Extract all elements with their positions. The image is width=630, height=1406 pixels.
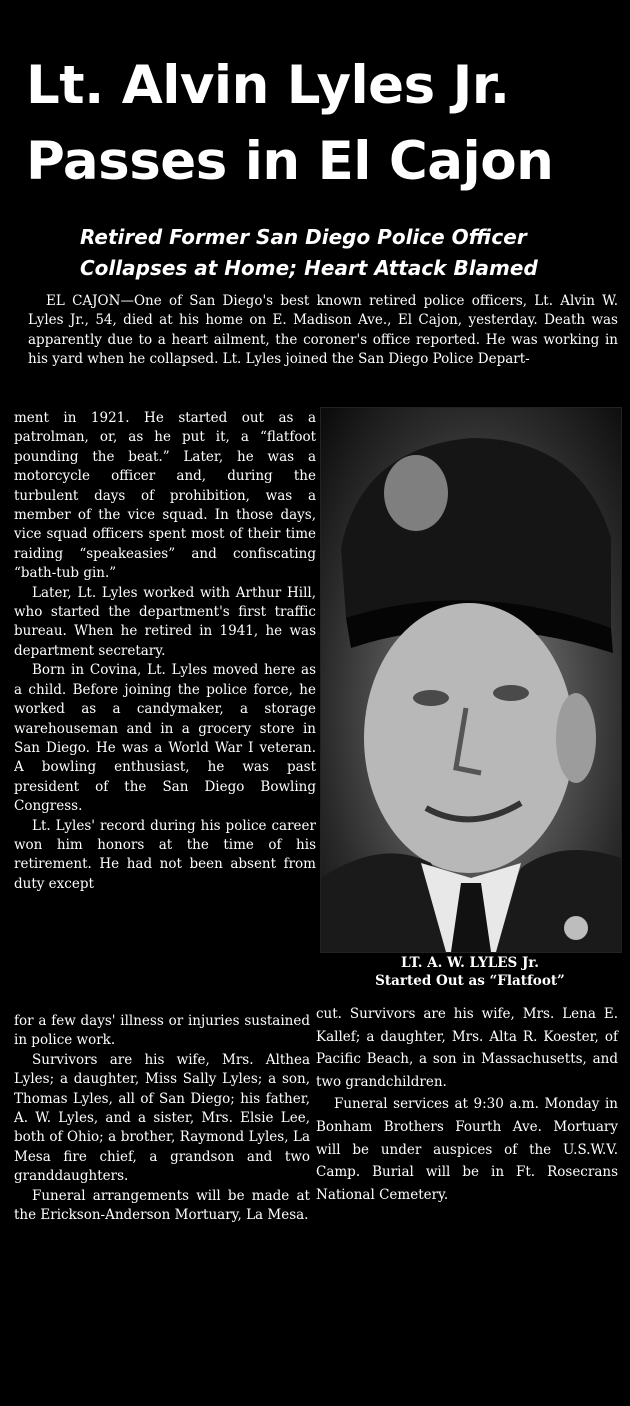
body-paragraph: Funeral services at 9:30 a.m. Monday in Bonham Brothers Fourth Ave. Mortuary will be under auspices of the U.S.W.V. Camp. Burial will be in Ft. Rosecrans National Cemetery. [316, 1096, 618, 1203]
headline-line-1: Lt. Alvin Lyles Jr. [26, 55, 510, 116]
headline-line-2: Passes in El Cajon [26, 131, 554, 192]
lead-text: EL CAJON—One of San Diego's best known retired police officers, Lt. Alvin W. Lyles Jr., 54, died at his home on E. Madison Ave., El Cajon, yesterday. Death was apparently due to a heart ailment, the coroner's office reported. He was working in his yard when he collapsed. Lt. Lyles joined the San Diego Police Depart- [28, 293, 618, 368]
right-column-bottom [316, 1003, 618, 1206]
photo-caption [322, 954, 618, 990]
body-paragraph: for a few days' illness or injuries sustained in police work. [14, 1013, 310, 1049]
headline [26, 48, 626, 200]
portrait-illustration [321, 408, 621, 952]
body-paragraph: Survivors are his wife, Mrs. Althea Lyles; a daughter, Miss Sally Lyles; a son, Thomas Lyles, all of San Diego; his father, A. W. Lyles, and a sister, Mrs. Elsie Lee, both of Ohio; a brother, Raymond Lyles, La Mesa fire chief, a grandson and two granddaughters. [14, 1051, 310, 1185]
subheadline-line-2: Collapses at Home; Heart Attack Blamed [80, 256, 538, 280]
narrow-column [14, 409, 316, 894]
portrait-photo [320, 407, 622, 953]
body-paragraph: Lt. Lyles' record during his police career won him honors at the time of his retirement. He had not been absent from duty except [14, 817, 316, 892]
subheadline-line-1: Retired Former San Diego Police Officer [80, 225, 527, 249]
subheadline [80, 222, 620, 284]
caption-line-2: Started Out as “Flatfoot” [375, 973, 565, 989]
body-paragraph: Born in Covina, Lt. Lyles moved here as a child. Before joining the police force, he worked as a candymaker, a storage warehouseman and in a grocery store in San Diego. He was a World War I veteran. A bowling enthusiast, he was past president of the San Diego Bowling Congress. [14, 662, 316, 815]
body-paragraph: ment in 1921. He started out as a patrolman, or, as he put it, a “flatfoot pounding the beat.” Later, he was a motorcycle officer and, during the turbulent days of prohibition, was a member of the vice squad. In those days, vice squad officers spent most of their time raiding “speakeasies” and confiscating “bath-tub gin.” [14, 410, 316, 582]
caption-line-1: LT. A. W. LYLES Jr. [401, 955, 539, 971]
lead-paragraph [28, 292, 618, 370]
body-paragraph: Funeral arrangements will be made at the Erickson-Anderson Mortuary, La Mesa. [14, 1187, 310, 1224]
left-column-bottom [14, 1012, 310, 1225]
body-paragraph: Later, Lt. Lyles worked with Arthur Hill, who started the department's first traffic bureau. When he retired in 1941, he was department secretary. [14, 584, 316, 659]
body-paragraph: cut. Survivors are his wife, Mrs. Lena E. Kallef; a daughter, Mrs. Alta R. Koester, of Pacific Beach, a son in Massachusetts, and two grandchildren. [316, 1006, 618, 1090]
